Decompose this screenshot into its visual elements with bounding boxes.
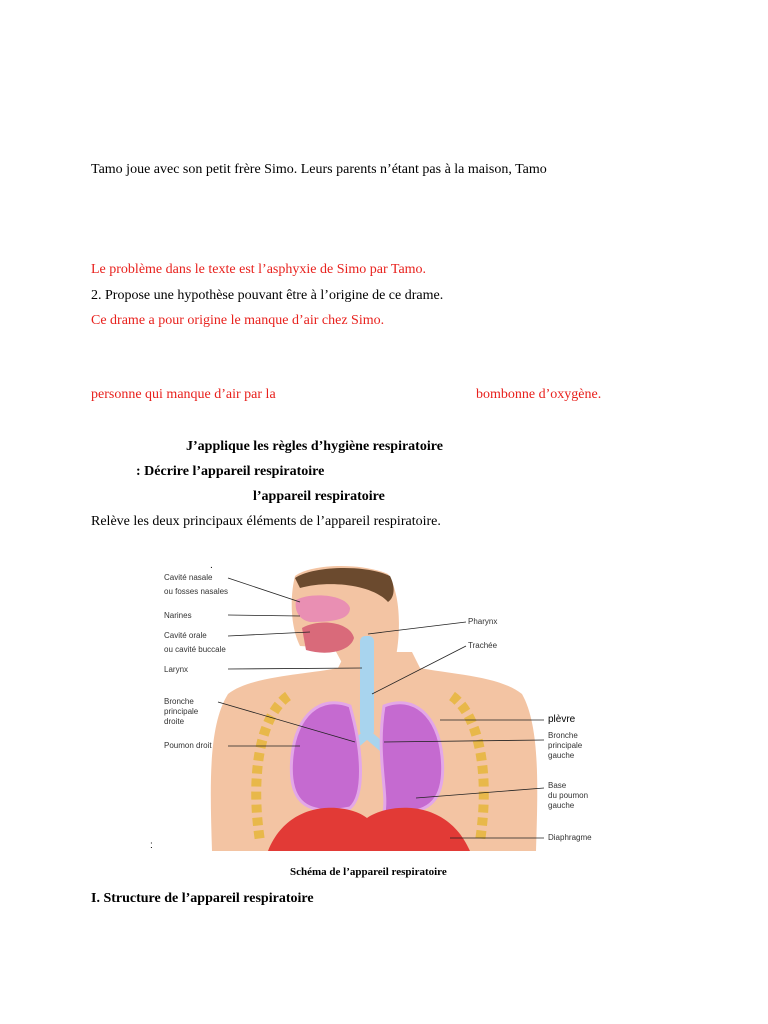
chapter-heading: J’applique les règles d’hygiène respiratoire	[186, 439, 443, 454]
diagram-caption: Schéma de l’appareil respiratoire	[290, 866, 447, 878]
label-plevre: plèvre	[548, 714, 576, 725]
label-cavite-buccale: ou cavité buccale	[164, 645, 226, 654]
label-cavite-nasale: Cavité nasale	[164, 573, 213, 582]
label-bronche-gauche-3: gauche	[548, 751, 575, 760]
respiratory-system-diagram	[150, 556, 620, 856]
label-base-2: du poumon	[548, 791, 589, 800]
answer-oxygen-left: personne qui manque d’air par la	[91, 387, 276, 402]
answer-oxygen-right: bombonne d’oxygène.	[476, 387, 602, 402]
label-bronche-gauche-2: principale	[548, 741, 583, 750]
diagram-colon-mark: :	[150, 840, 153, 851]
question-hypothesis: 2. Propose une hypothèse pouvant être à l’origine de ce drame.	[91, 288, 444, 303]
label-trachee: Trachée	[468, 641, 498, 650]
section-title: I. Structure de l’appareil respiratoire	[91, 891, 314, 906]
instruction-text: Relève les deux principaux éléments de l’appareil respiratoire.	[91, 514, 441, 529]
subtitle-heading: l’appareil respiratoire	[253, 489, 385, 504]
answer-problem: Le problème dans le texte est l’asphyxie de Simo par Tamo.	[91, 262, 427, 277]
label-larynx: Larynx	[164, 665, 189, 674]
label-fosses-nasales: ou fosses nasales	[164, 587, 229, 596]
trachea-shape	[360, 636, 374, 736]
label-cavite-orale: Cavité orale	[164, 631, 207, 640]
diagram-top-mark: .	[210, 560, 213, 571]
label-bronche-droite-3: droite	[164, 717, 185, 726]
objective-heading: : Décrire l’appareil respiratoire	[136, 464, 325, 479]
label-poumon-droit: Poumon droit	[164, 741, 212, 750]
label-diaphragme: Diaphragme	[548, 833, 592, 842]
label-bronche-gauche-1: Bronche	[548, 731, 578, 740]
label-base-1: Base	[548, 781, 567, 790]
answer-hypothesis: Ce drame a pour origine le manque d’air chez Simo.	[91, 313, 385, 328]
label-pharynx: Pharynx	[468, 617, 498, 626]
label-base-3: gauche	[548, 801, 575, 810]
label-narines: Narines	[164, 611, 192, 620]
label-bronche-droite-2: principale	[164, 707, 199, 716]
label-bronche-droite-1: Bronche	[164, 697, 194, 706]
intro-paragraph: Tamo joue avec son petit frère Simo. Leurs parents n’étant pas à la maison, Tamo	[91, 162, 547, 177]
